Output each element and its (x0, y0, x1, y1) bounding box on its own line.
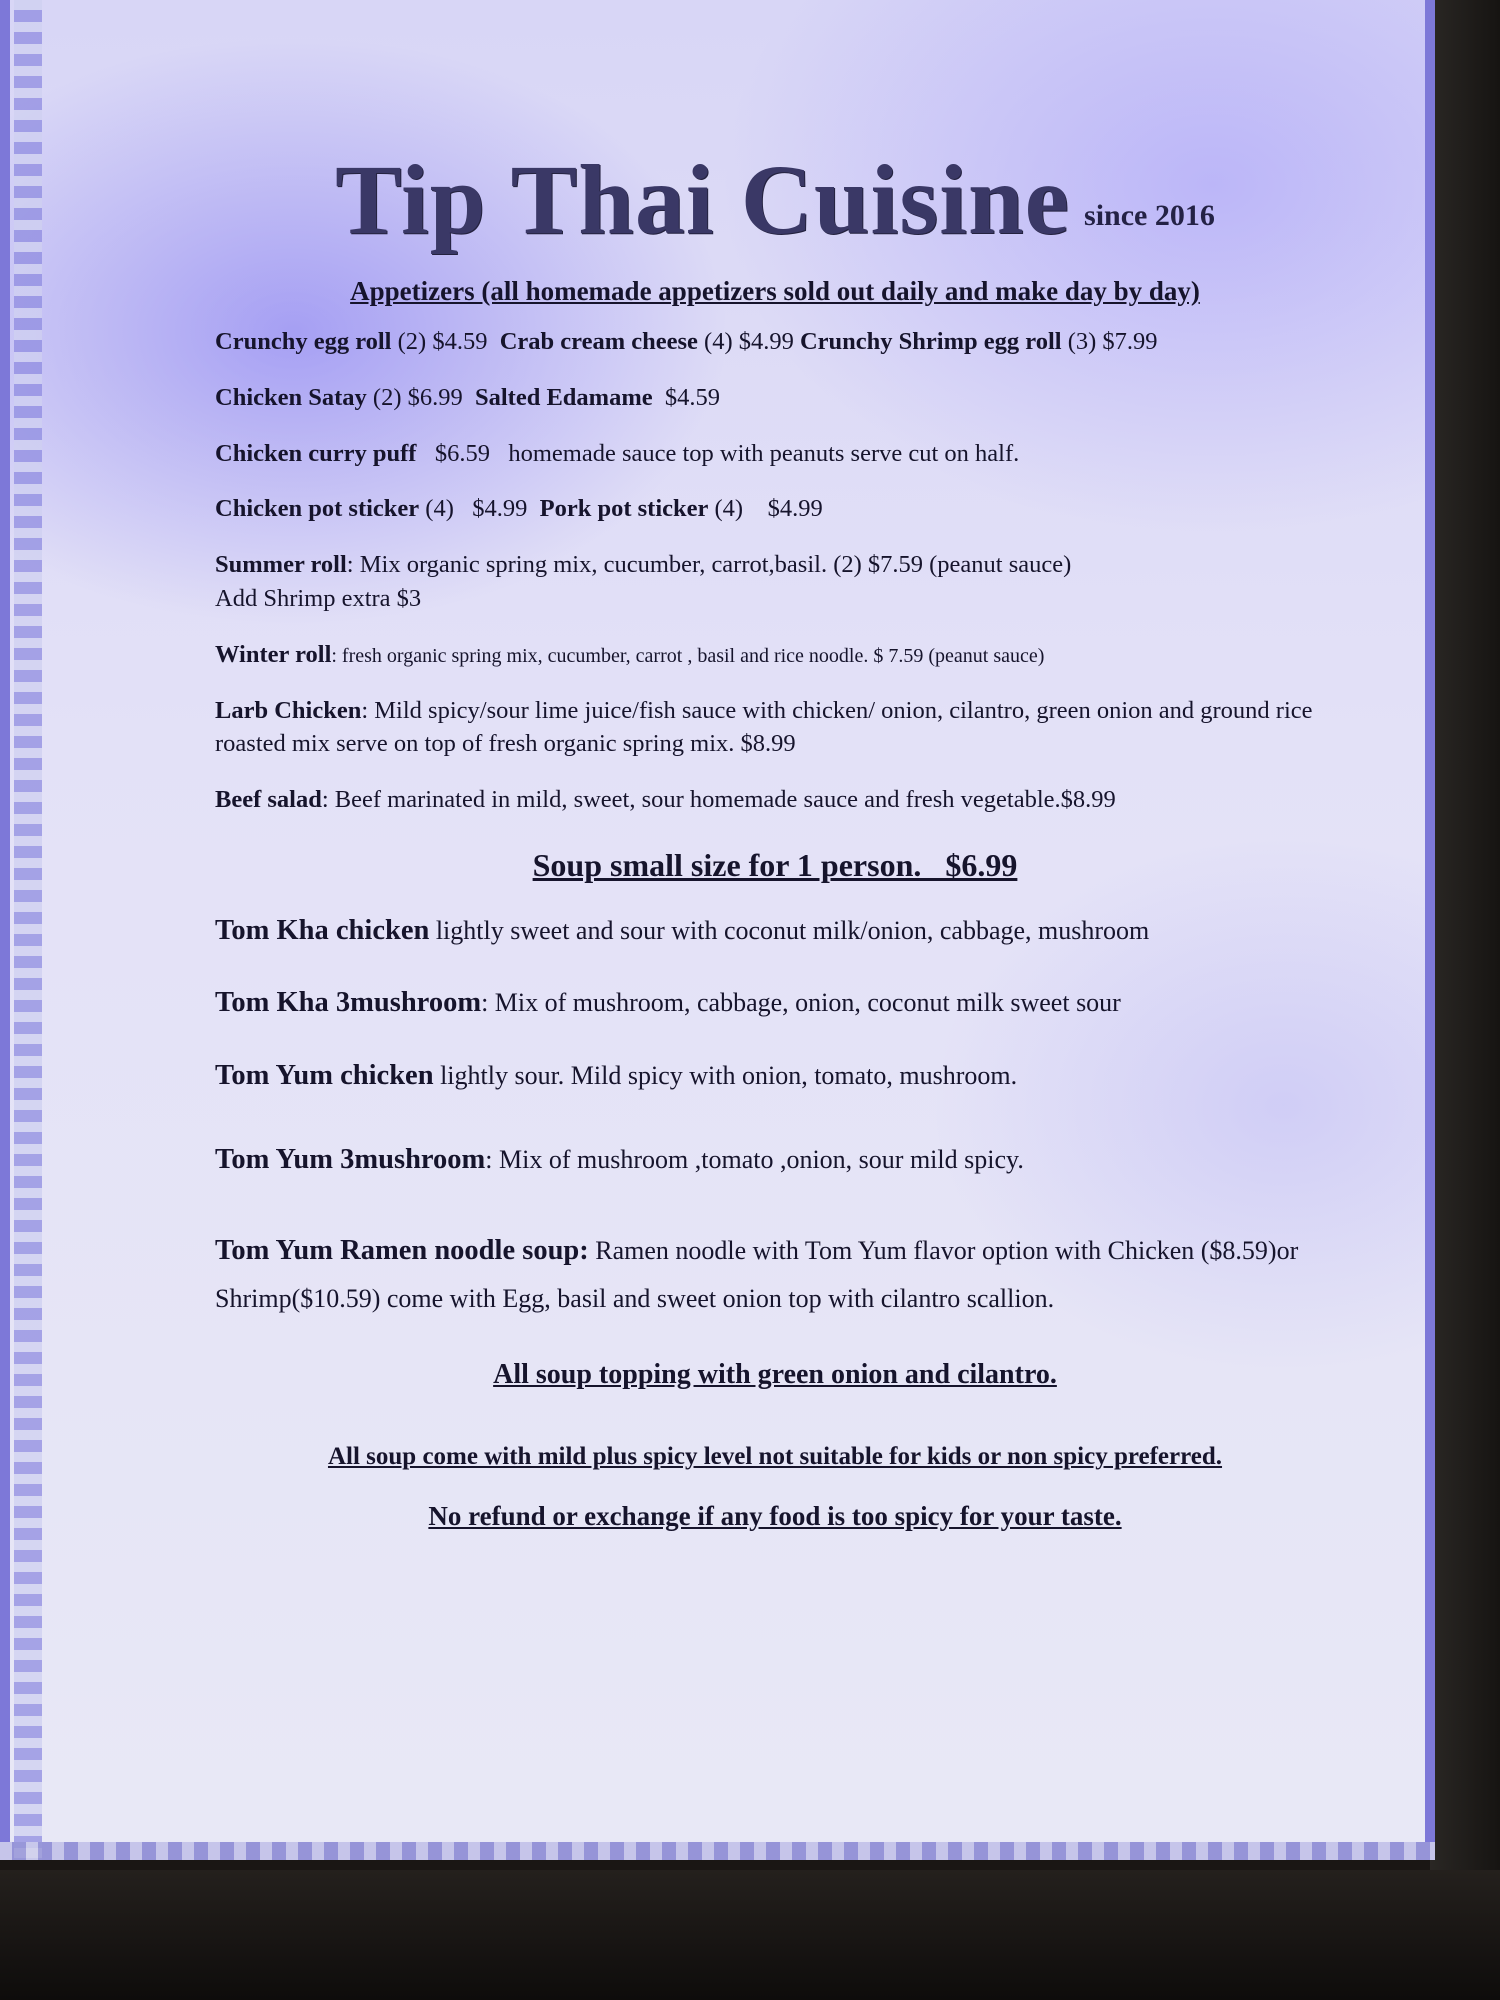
spicy-notice: All soup come with mild plus spicy level not suitable for kids or non spicy preferred. (327, 1443, 1223, 1471)
winter-roll-item: Winter roll: fresh organic spring mix, cucumber, carrot , basil and rice noodle. $ 7.59 (peanut sauce) (215, 640, 1045, 668)
menu-sheet (10, 0, 1425, 1842)
beef-salad-item: Beef salad: Beef marinated in mild, sweet, sour homemade sauce and fresh vegetable.$8.99 (215, 786, 1116, 814)
menu-content (215, 144, 1335, 1532)
restaurant-title: Tip Thai Cuisine since 2016 (335, 144, 1215, 255)
topping-notice: All soup topping with green onion and cilantro. (493, 1359, 1057, 1391)
soup-heading: Soup small size for 1 person. $6.99 (532, 846, 1018, 883)
binder-punch-strip (14, 0, 42, 1860)
larb-chicken-item: Larb Chicken: Mild spicy/sour lime juice/fish sauce with chicken/ onion, cilantro, green onion and ground rice roasted mix serve on top of fresh organic spring mix. $8.99 (215, 696, 1313, 758)
appetizer-line: Chicken pot sticker (4) $4.99 Pork pot sticker (4) $4.99 (215, 495, 823, 523)
table-shadow (0, 1870, 1500, 2000)
summer-roll-item: Summer roll: Mix organic spring mix, cucumber, carrot,basil. (2) $7.59 (peanut sauce) Add Shrimp extra $3 (215, 551, 1072, 612)
soup-item: Tom Yum 3mushroom: Mix of mushroom ,tomato ,onion, sour mild spicy. (215, 1144, 1024, 1176)
soup-item: Tom Yum chicken lightly sour. Mild spicy with onion, tomato, mushroom. (215, 1059, 1018, 1091)
refund-notice: No refund or exchange if any food is too spicy for your taste. (428, 1501, 1122, 1532)
soup-item: Tom Yum Ramen noodle soup: Ramen noodle with Tom Yum flavor option with Chicken ($8.59)or Shrimp($10.59) come with Egg, basil and sweet onion top with cilantro scallion. (215, 1234, 1299, 1313)
appetizers-heading: Appetizers (all homemade appetizers sold out daily and make day by day) (350, 276, 1200, 306)
soup-item: Tom Kha 3mushroom: Mix of mushroom, cabbage, onion, coconut milk sweet sour (215, 987, 1121, 1019)
soup-item: Tom Kha chicken lightly sweet and sour with coconut milk/onion, cabbage, mushroom (215, 914, 1150, 946)
since-label: since 2016 (1084, 199, 1215, 232)
appetizer-line: Chicken curry puff $6.59 homemade sauce top with peanuts serve cut on half. (215, 439, 1020, 467)
table-surface (1430, 0, 1500, 1900)
appetizer-line: Crunchy egg roll (2) $4.59 Crab cream cheese (4) $4.99 Crunchy Shrimp egg roll (3) $7.99 (215, 328, 1158, 355)
sleeve-bottom-strip (0, 1842, 1435, 1860)
appetizer-line: Chicken Satay (2) $6.99 Salted Edamame $4.59 (215, 383, 720, 411)
